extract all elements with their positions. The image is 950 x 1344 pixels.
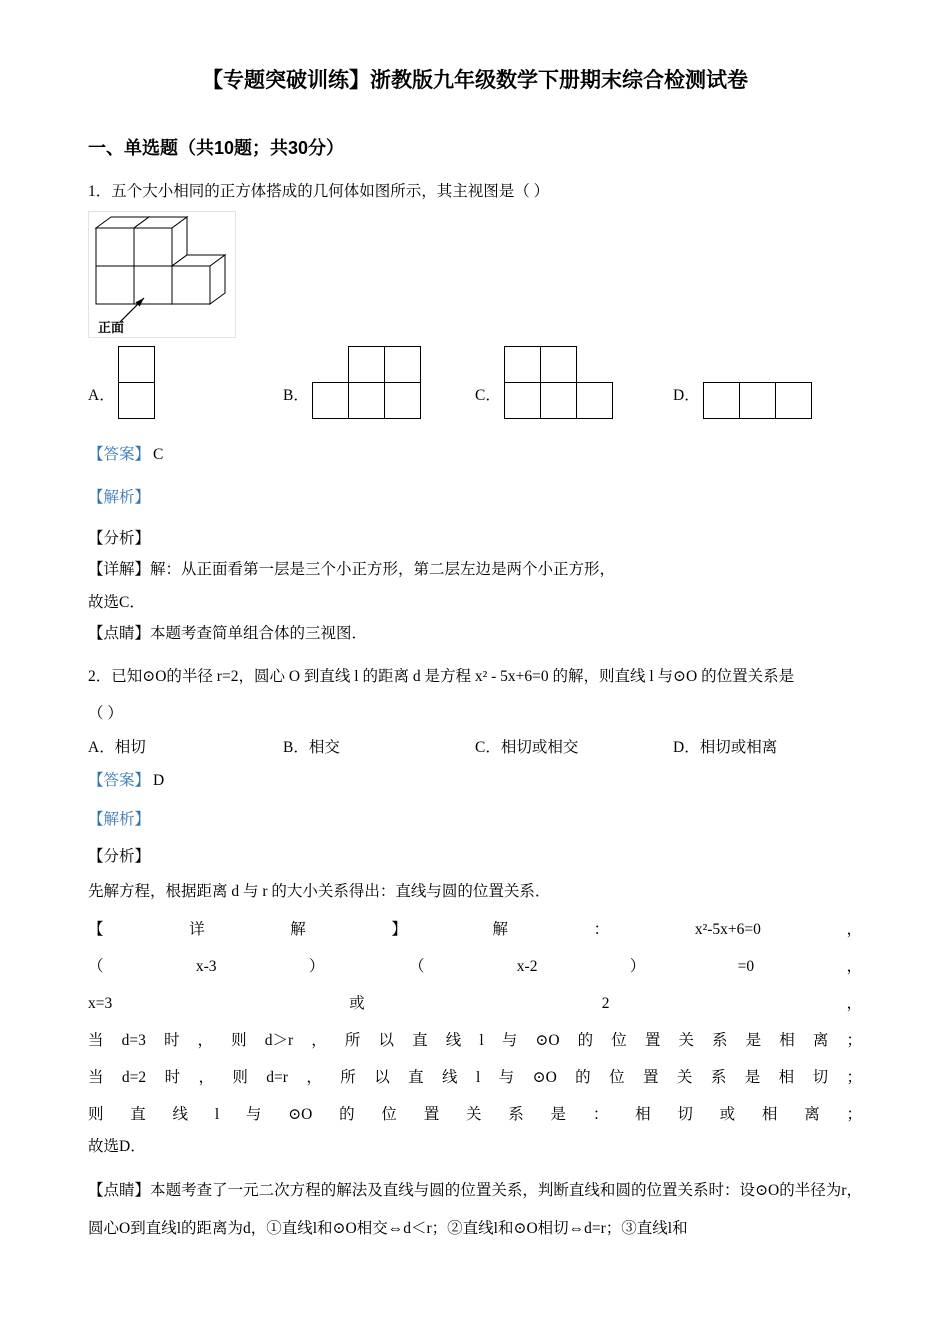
option-a-label: A． <box>88 387 115 404</box>
q1-analysis-row <box>88 486 862 509</box>
option-d-label: D． <box>673 387 700 404</box>
q1-option-b <box>283 345 475 421</box>
option-c-label: C． <box>475 387 501 404</box>
q2-paren: （ ） <box>88 705 123 722</box>
q2-fenxi-text: 先解方程，根据距离 d 与 r 的大小关系得出：直线与圆的位置关系． <box>88 883 551 900</box>
option-b-label: B． <box>283 739 309 756</box>
q1-detail: 【详解】解：从正面看第一层是三个小正方形，第二层左边是两个小正方形， <box>88 561 616 578</box>
document-title: 【专题突破训练】浙教版九年级数学下册期末综合检测试卷 <box>202 69 748 92</box>
q2-detail-line: 则直线l与⊙O的位置关系是：相切或相离； <box>88 1106 862 1123</box>
q1-answer-value: C <box>153 446 164 463</box>
q1-note: 【点睛】本题考查简单组合体的三视图． <box>88 625 368 642</box>
option-b-label: B． <box>283 387 309 404</box>
q2-option-a <box>88 735 283 757</box>
option-b-text: 相交 <box>308 739 340 756</box>
q2-detail-line: （x-3）（x-2）=0， <box>88 958 862 975</box>
section-header: 一、单选题（共10题；共30分） <box>88 138 345 158</box>
option-a-text: 相切 <box>114 739 146 756</box>
q1-answer-label: 【答案】 <box>88 446 151 463</box>
q1-conclusion: 故选C． <box>88 594 145 611</box>
option-b-shape <box>311 345 423 421</box>
q2-detail-line: 当d=3时，则d＞r，所以直线l与⊙O的位置关系是相离； <box>88 1032 862 1049</box>
q2-analysis-row <box>88 808 862 831</box>
option-d-shape <box>702 381 814 421</box>
option-a-shape <box>117 345 157 421</box>
q1-analysis-label: 【解析】 <box>88 489 151 506</box>
q2-answer-value: D <box>153 772 165 789</box>
q1-option-c <box>475 345 673 421</box>
cube-figure <box>92 214 232 335</box>
q2-detail-line: x=3或2， <box>88 995 862 1012</box>
cube-block <box>96 217 225 304</box>
q1-answer-row <box>88 443 862 466</box>
option-c-shape <box>503 345 615 421</box>
figure-front-label: 正面 <box>98 320 125 335</box>
q1-option-a <box>88 345 283 421</box>
q2-detail-lines <box>88 911 862 1133</box>
q2-conclusion: 故选D． <box>88 1138 146 1155</box>
q2-answer-label: 【答案】 <box>88 772 151 789</box>
q1-stem: 1．五个大小相同的正方体搭成的几何体如图所示，其主视图是（ ） <box>88 183 550 200</box>
q1-fenxi-label: 【分析】 <box>88 530 151 547</box>
option-a-label: A． <box>88 739 115 756</box>
q2-analysis-label: 【解析】 <box>88 811 151 828</box>
option-c-text: 相切或相交 <box>500 739 579 756</box>
q2-option-b <box>283 735 475 757</box>
q2-detail-line: 当d=2时，则d=r，所以直线l与⊙O的位置关系是相切； <box>88 1069 862 1086</box>
q2-detail-line: 【详解】解：x²-5x+6=0， <box>88 921 862 938</box>
q2-note: 【点睛】本题考查了一元二次方程的解法及直线与圆的位置关系，判断直线和圆的位置关系时：设⊙O的半径为r，圆心O到直线l的距离为d，①直线l和⊙O相交⇔d＜r；②直线l和⊙O相切⇔d=r；③直线l和 <box>88 1182 862 1237</box>
q1-option-d <box>673 381 862 421</box>
q2-options <box>88 735 862 757</box>
q2-option-d <box>673 735 862 757</box>
q1-options <box>88 345 862 421</box>
option-d-label: D． <box>673 739 700 756</box>
q2-stem: 2．已知⊙O的半径 r=2，圆心 O 到直线 l 的距离 d 是方程 x² - 5x+6=0 的解，则直线 l 与⊙O 的位置关系是 <box>88 668 795 685</box>
q2-fenxi-label: 【分析】 <box>88 848 151 865</box>
q2-option-c <box>475 735 673 757</box>
q1-figure <box>88 211 236 338</box>
option-c-label: C． <box>475 739 501 756</box>
q2-answer-row <box>88 769 862 792</box>
option-d-text: 相切或相离 <box>699 739 778 756</box>
